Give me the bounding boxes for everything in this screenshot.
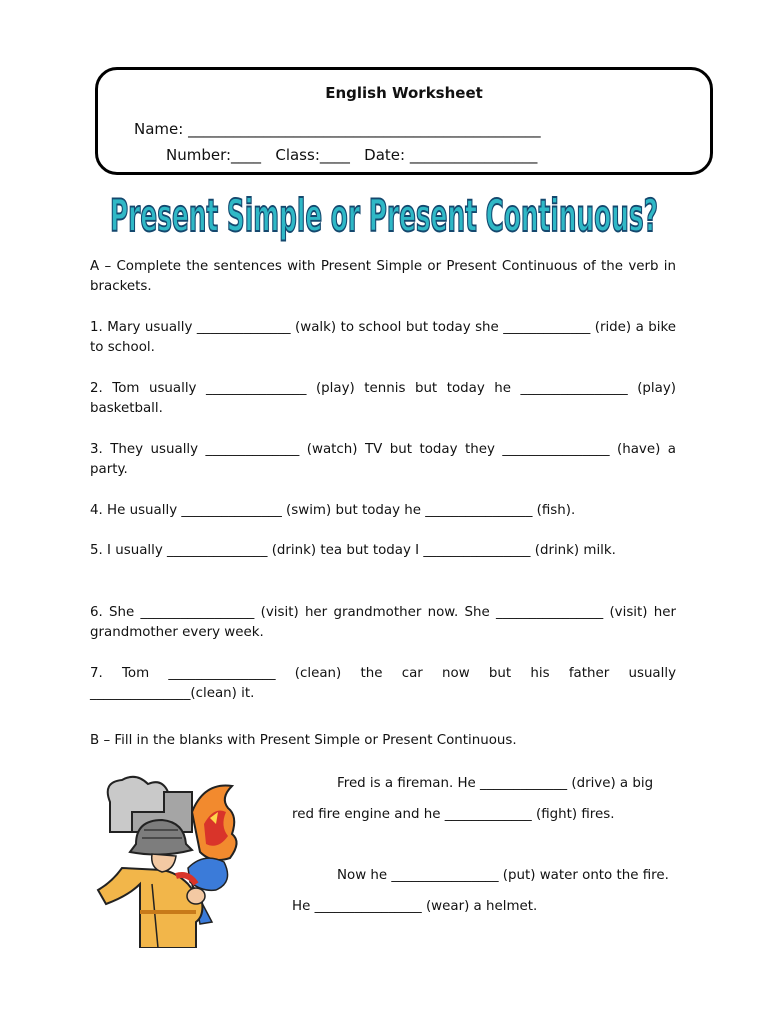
exercise-item-5: 5. I usually _______________ (drink) tea but today I ________________ (drink) milk. [90, 543, 616, 558]
section-b-instruction: B – Fill in the blanks with Present Simple or Present Continuous. [90, 733, 517, 748]
story-paragraph-2 [292, 861, 678, 922]
worksheet-title: English Worksheet [325, 84, 483, 102]
section-a-instruction: A – Complete the sentences with Present Simple or Present Continuous of the verb in brackets. [90, 259, 676, 294]
exercise-item-1: 1. Mary usually ______________ (walk) to school but today she _____________ (ride) a bike to school. [90, 320, 676, 355]
story-text-2: Now he ________________ (put) water onto the fire. He ________________ (wear) a helmet. [292, 868, 669, 914]
exercise-item-7: 7. Tom ________________ (clean) the car now but his father usually _______________(clean) it. [90, 666, 676, 701]
main-title-text: Present Simple or Present Continuous? [110, 189, 659, 242]
main-title [100, 188, 668, 250]
story-text-1: Fred is a fireman. He _____________ (drive) a big red fire engine and he _____________ (fight) fires. [292, 776, 654, 822]
exercise-item-6: 6. She _________________ (visit) her grandmother now. She ________________ (visit) her grandmother every week. [90, 605, 676, 640]
number-class-date-fields: Number:____ Class:____ Date: _________________ [166, 146, 538, 164]
fireman-illustration [92, 772, 244, 948]
exercise-item-4: 4. He usually _______________ (swim) but today he ________________ (fish). [90, 503, 576, 518]
name-field: Name: _______________________________________________ [134, 120, 541, 138]
worksheet-header-box [95, 67, 713, 175]
exercise-item-2: 2. Tom usually _______________ (play) tennis but today he ________________ (play) basketball. [90, 381, 676, 416]
exercise-item-3: 3. They usually ______________ (watch) TV but today they ________________ (have) a party. [90, 442, 676, 477]
fireman-clipart-icon [98, 777, 237, 948]
story-paragraph-1 [292, 769, 678, 830]
